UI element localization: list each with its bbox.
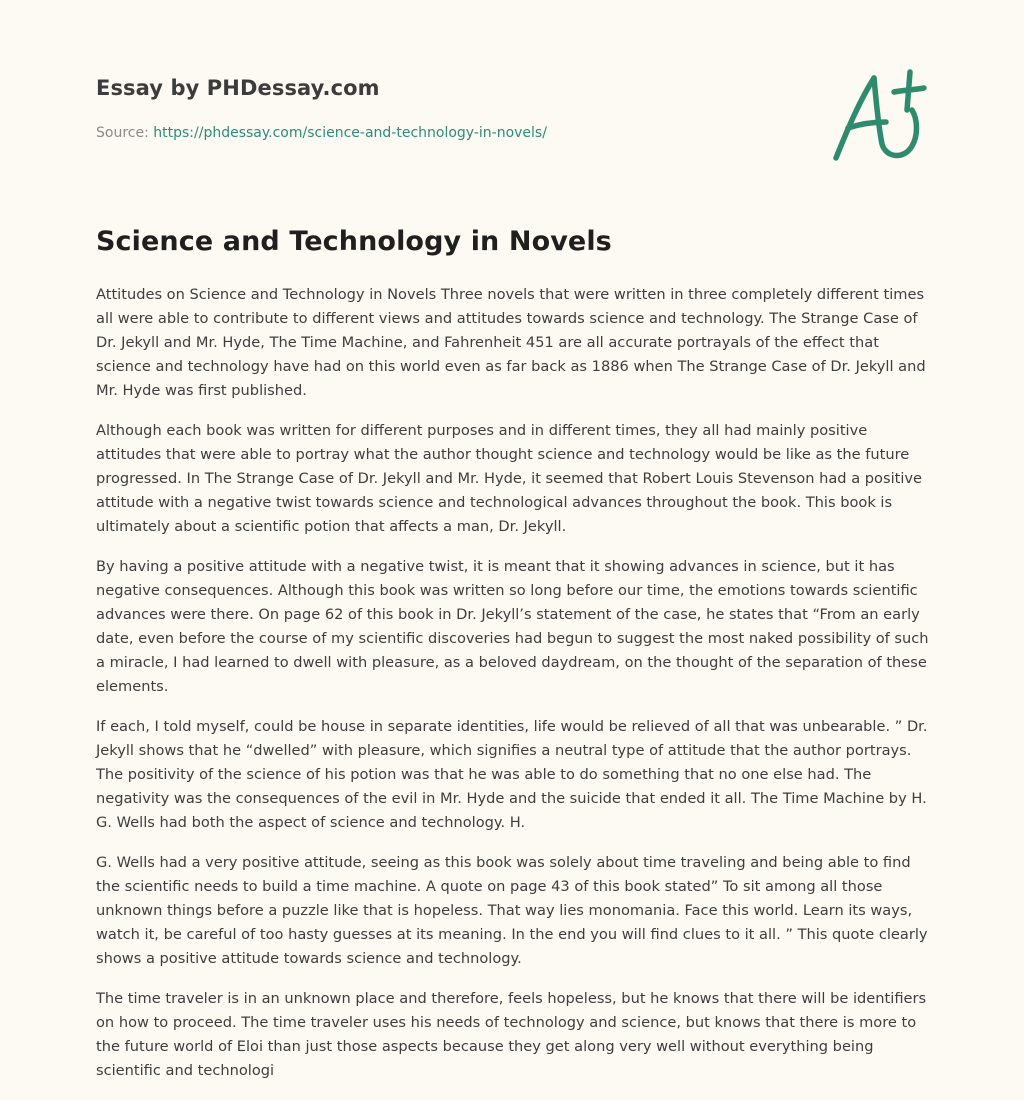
article-paragraph: If each, I told myself, could be house in separate identities, life would be relieved of all that was unbearable. ” Dr. Jekyll shows that he “dwelled” with pleasure, which signifies a neutral type of attitude that the author portrays. The positivity of the science of his potion was that he was able to do something that no one else had. The negativity was the consequences of the evil in Mr. Hyde and the suicide that ended it all. The Time Machine by H. G. Wells had both the aspect of science and technology. H. [96,718,928,831]
article-paragraph: Although each book was written for different purposes and in different times, they all had mainly positive attitudes that were able to portray what the author thought science and technology would be like as the future progressed. In The Strange Case of Dr. Jekyll and Mr. Hyde, it seemed that Robert Louis Stevenson had a positive attitude with a negative twist towards science and technological advances throughout the book. This book is ultimately about a scientific potion that affects a man, Dr. Jekyll. [96,422,923,535]
article-body [96,283,930,1099]
a-plus-logo-icon [826,66,930,166]
article-paragraph: G. Wells had a very positive attitude, seeing as this book was solely about time traveling and being able to find the scientific needs to build a time machine. A quote on page 43 of this book stated” To sit among all those unknown things before a puzzle like that is hopeless. That way lies monomania. Face this world. Learn its ways, watch it, be careful of too hasty guesses at its meaning. In the end you will find clues to it all. ” This quote clearly shows a positive attitude towards science and technology. [96,854,928,967]
article-paragraph: By having a positive attitude with a negative twist, it is meant that it showing advances in science, but it has negative consequences. Although this book was written so long before our time, the emotions towards scientific advances were there. On page 62 of this book in Dr. Jekyll’s statement of the case, he states that “From an early date, even before the course of my scientific discoveries had begun to suggest the most naked possibility of such a miracle, I had learned to dwell with pleasure, as a beloved daydream, on the thought of the separation of these elements. [96,558,929,695]
site-brand: Essay by PHDessay.com [96,76,380,100]
article-paragraph: Attitudes on Science and Technology in Novels Three novels that were written in three completely different times all were able to contribute to different views and attitudes towards science and technology. The Strange Case of Dr. Jekyll and Mr. Hyde, The Time Machine, and Fahrenheit 451 are all accurate portrayals of the effect that science and technology have had on this world even as far back as 1886 when The Strange Case of Dr. Jekyll and Mr. Hyde was first published. [96,286,926,399]
article-paragraph: The time traveler is in an unknown place and therefore, feels hopeless, but he knows that there will be identifiers on how to proceed. The time traveler uses his needs of technology and science, but knows that there is more to the future world of Eloi than just those aspects because they get along very well without everything being scientific and technologi [96,990,927,1079]
page-header [96,0,928,200]
source-label: Source: [96,125,149,141]
source-link[interactable]: https://phdessay.com/science-and-technology-in-novels/ [153,125,547,141]
article-title: Science and Technology in Novels [96,226,612,257]
source-line [96,125,547,141]
